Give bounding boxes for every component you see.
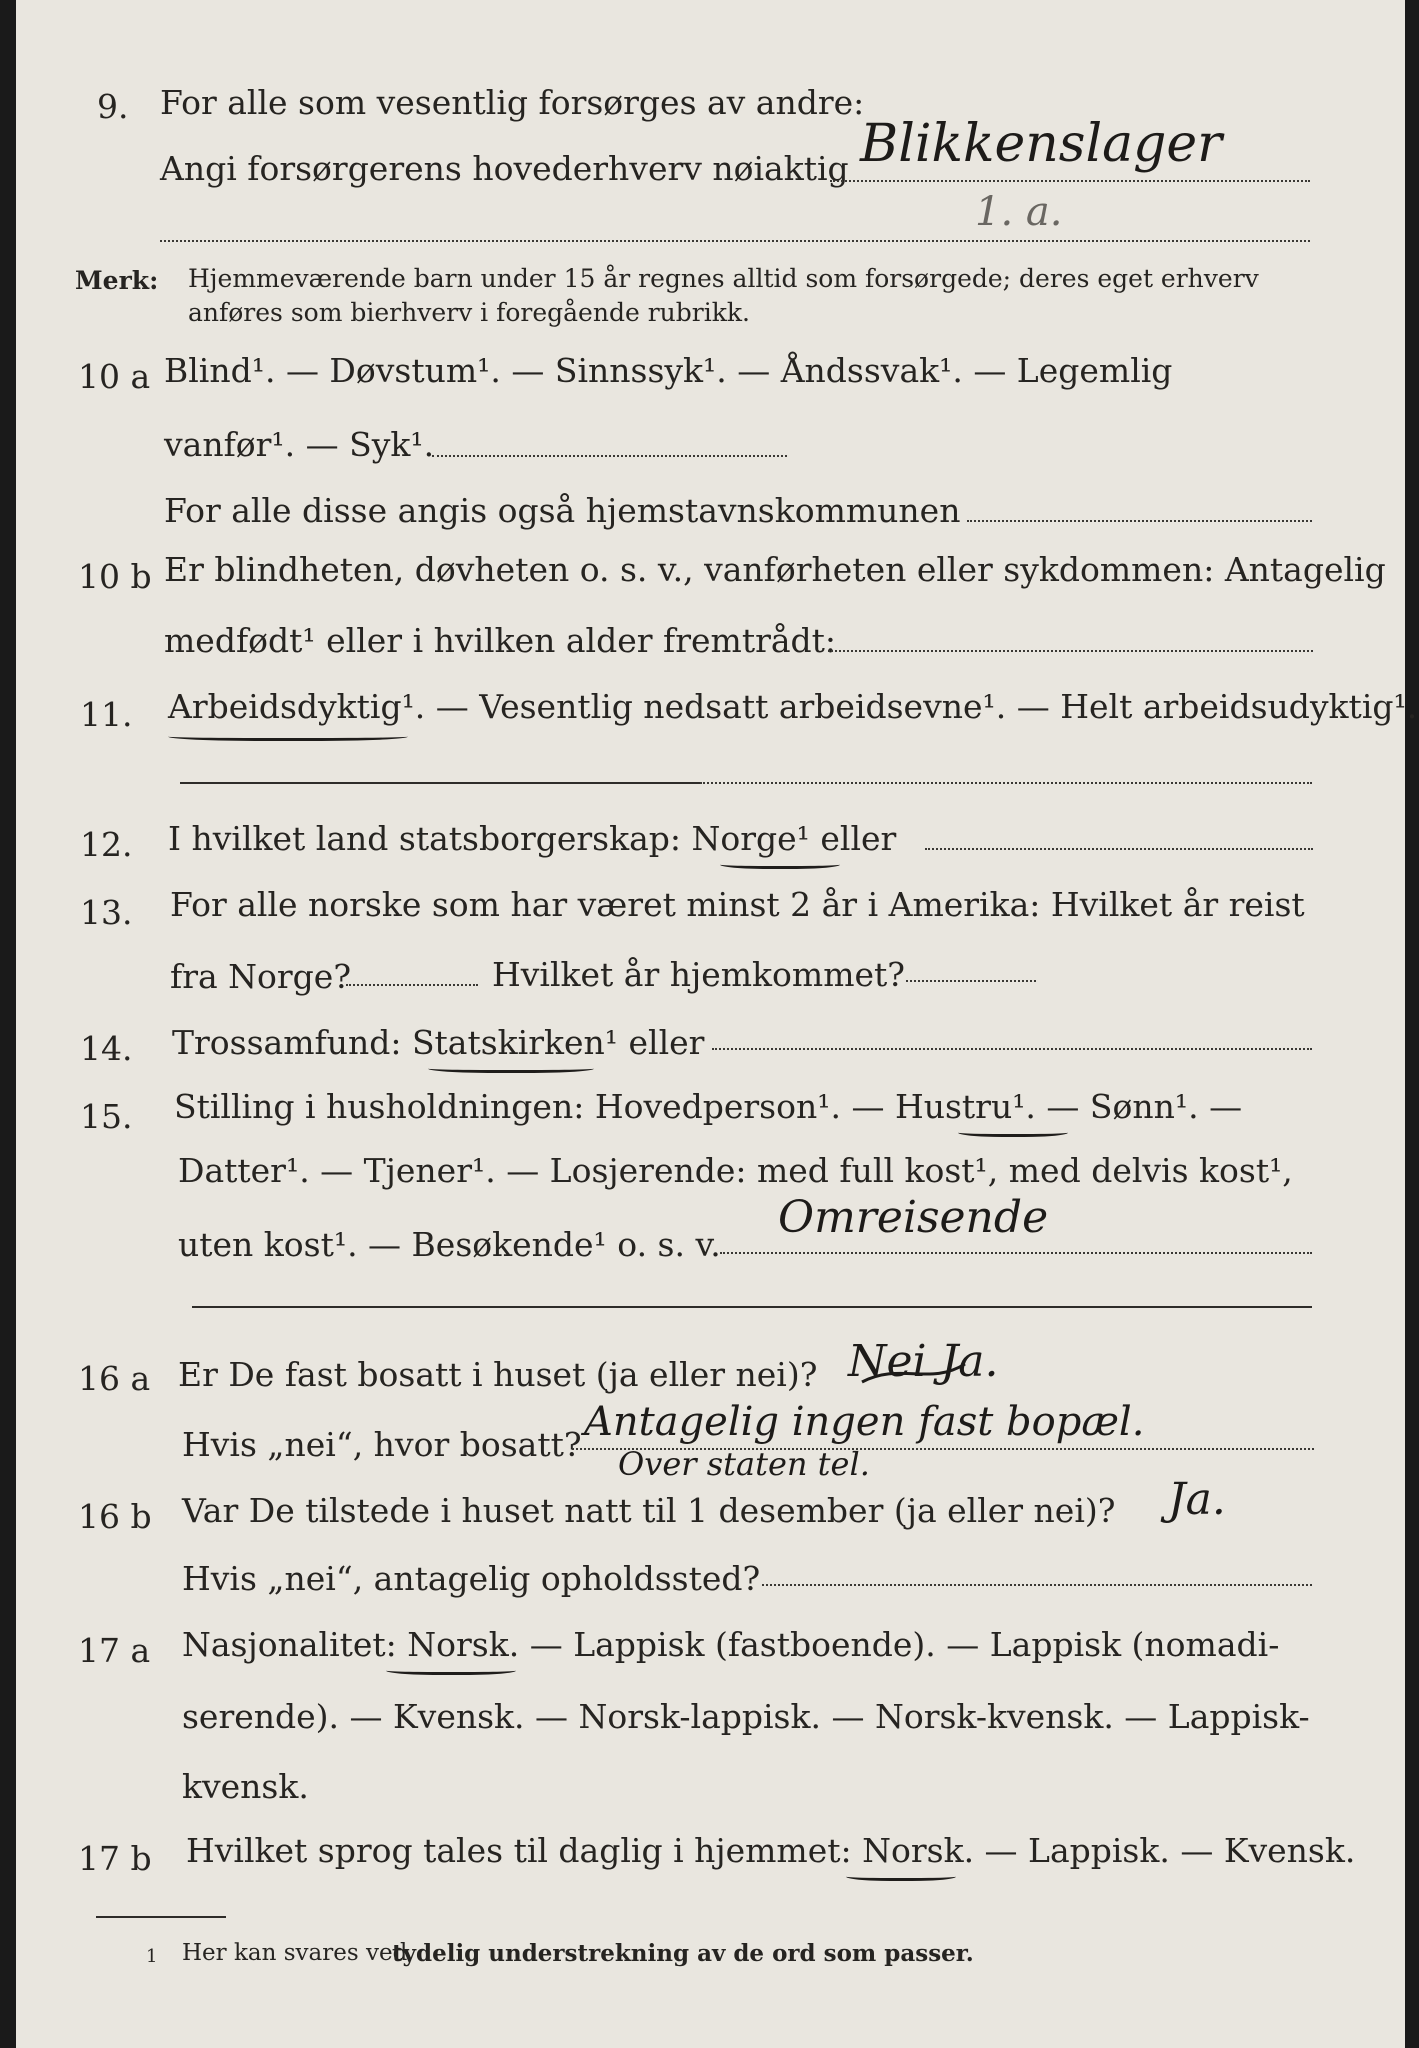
q16a-number: 16 a	[78, 1359, 151, 1398]
q13-line2b: Hvilket år hjemkommet?	[492, 955, 905, 994]
q9-answer-line-2	[160, 240, 1310, 242]
q11-number: 11.	[80, 695, 133, 734]
q13-year-left-line	[346, 984, 478, 986]
q15-line2: Datter¹. — Tjener¹. — Losjerende: med full kost¹, med delvis kost¹,	[178, 1151, 1293, 1190]
q10a-line1: Blind¹. — Døvstum¹. — Sinnssyk¹. — Åndssvak¹. — Legemlig	[164, 351, 1173, 390]
footnote-rule	[96, 1916, 226, 1918]
q15-line3: uten kost¹. — Besøkende¹ o. s. v.	[178, 1225, 721, 1264]
q15-line1: Stilling i husholdningen: Hovedperson¹. — Hustru¹. — Sønn¹. —	[174, 1087, 1243, 1126]
q14-answer-line	[712, 1048, 1312, 1050]
q14-line1: Trossamfund: Statskirken¹ eller	[172, 1023, 705, 1062]
q10a-line3: For alle disse angis også hjemstavnskommunen	[164, 491, 961, 530]
q16a-answer2[interactable]: Antagelig ingen fast bopæl.	[584, 1399, 1145, 1445]
merk-line1: Hjemmeværende barn under 15 år regnes alltid som forsørgede; deres eget erhverv	[188, 264, 1259, 293]
q10b-line1: Er blindheten, døvheten o. s. v., vanførheten eller sykdommen: Antagelig	[164, 550, 1386, 589]
q12-line1: I hvilket land statsborgerskap: Norge¹ eller	[168, 819, 897, 858]
q11-answer-line-a	[180, 782, 700, 784]
q17b-line1: Hvilket sprog tales til daglig i hjemmet: Norsk. — Lappisk. — Kvensk.	[186, 1831, 1356, 1870]
q10b-line2: medfødt¹ eller i hvilken alder fremtrådt:	[164, 621, 837, 660]
q13-number: 13.	[80, 893, 133, 932]
q12-number: 12.	[80, 825, 133, 864]
footnote-text-a: Her kan svares ved	[182, 1940, 408, 1966]
q17a-line3: kvensk.	[182, 1767, 309, 1806]
q16b-line2: Hvis „nei“, antagelig opholdssted?	[182, 1559, 761, 1598]
footnote-mark: 1	[146, 1946, 158, 1967]
q12-answer-line	[925, 848, 1313, 850]
q10a-number: 10 a	[78, 357, 151, 396]
q14-underline	[428, 1062, 594, 1073]
q10a-line2: vanfør¹. — Syk¹.	[164, 425, 435, 464]
q17a-line2: serende). — Kvensk. — Norsk-lappisk. — Norsk-kvensk. — Lappisk-	[182, 1697, 1310, 1736]
q16a-line2: Hvis „nei“, hvor bosatt?	[182, 1425, 582, 1464]
q12-underline	[720, 858, 840, 869]
q17a-underline	[386, 1664, 516, 1675]
merk-label: Merk:	[75, 266, 159, 295]
q17a-line1: Nasjonalitet: Norsk. — Lappisk (fastboende). — Lappisk (nomadi-	[182, 1625, 1280, 1664]
q16a-answer1[interactable]: Nei Ja.	[848, 1336, 999, 1387]
q17b-underline	[846, 1870, 956, 1881]
q16b-answer[interactable]: Ja.	[1168, 1474, 1226, 1525]
q15-answer[interactable]: Omreisende	[778, 1192, 1049, 1243]
q9-answer-line	[830, 180, 1310, 182]
q17a-number: 17 a	[78, 1631, 151, 1670]
q9-answer[interactable]: Blikkenslager	[860, 114, 1222, 174]
q15-extra-line	[192, 1306, 1312, 1308]
q17b-number: 17 b	[78, 1839, 152, 1878]
q16b-line1: Var De tilstede i huset natt til 1 desember (ja eller nei)?	[182, 1491, 1116, 1530]
q11-answer-line-b	[700, 782, 1312, 784]
q9-line2: Angi forsørgerens hovederhverv nøiaktig	[160, 149, 849, 188]
q10a-municipality-line	[967, 520, 1312, 522]
q9-line1: For alle som vesentlig forsørges av andre:	[160, 83, 865, 122]
merk-line2: anføres som bierhverv i foregående rubrikk.	[188, 298, 750, 327]
q16a-strikeout	[860, 1352, 970, 1392]
q13-line1: For alle norske som har været minst 2 år i Amerika: Hvilket år reist	[170, 885, 1305, 924]
q15-underline	[958, 1126, 1068, 1137]
q10a-sick-line	[432, 455, 787, 457]
q15-answer-line	[720, 1252, 1312, 1254]
q10b-answer-line	[828, 650, 1313, 652]
q13-year-home-line	[906, 980, 1036, 982]
q16b-number: 16 b	[78, 1497, 152, 1536]
footnote-text-b: tydelig understrekning av de ord som passer.	[392, 1940, 974, 1967]
q14-number: 14.	[80, 1029, 133, 1068]
q9-answer-2[interactable]: 1. a.	[975, 189, 1063, 235]
q10b-number: 10 b	[78, 557, 152, 596]
q16a-line1: Er De fast bosatt i huset (ja eller nei)?	[178, 1355, 818, 1394]
q11-line1: Arbeidsdyktig¹. — Vesentlig nedsatt arbeidsevne¹. — Helt arbeidsudyktig¹.	[168, 687, 1418, 726]
q16a-answer3[interactable]: Over staten tel.	[618, 1445, 870, 1483]
q11-underline	[168, 730, 408, 741]
q13-line2a: fra Norge?	[170, 957, 352, 996]
q16b-answer-line	[762, 1584, 1312, 1586]
q9-number: 9.	[97, 87, 129, 126]
q15-number: 15.	[80, 1097, 133, 1136]
